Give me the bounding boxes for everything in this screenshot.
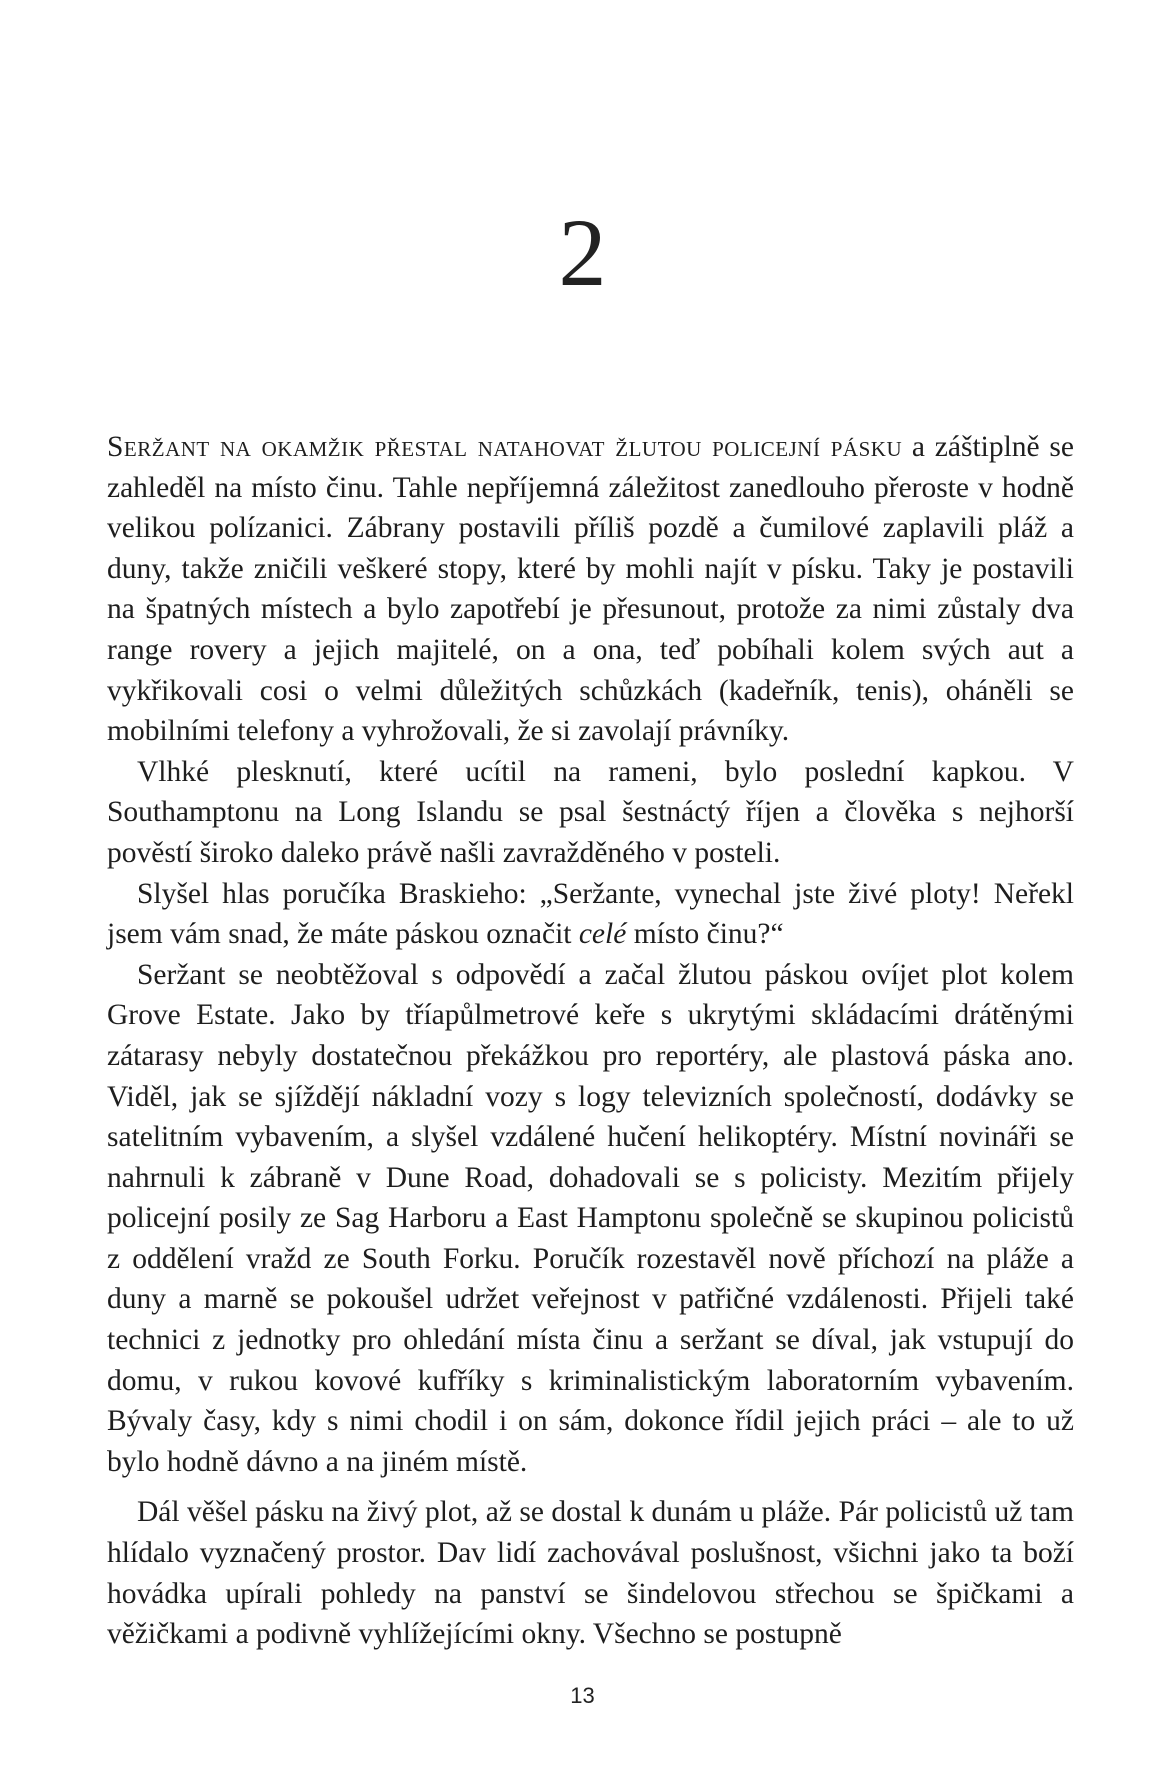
emphasis-word: celé <box>578 918 627 951</box>
paragraph-2-text: Vlhké plesknutí, které ucítil na rameni, bylo poslední kapkou. V Southamptonu na Long Islandu se psal šestnáctý říjen a člověka s nejhorší pověstí široko daleko právě našli zavražděného v posteli. <box>107 755 1074 869</box>
paragraph-3-text-after: místo činu?“ <box>626 918 784 951</box>
paragraph-1-text: a záštiplně se zahleděl na místo činu. Tahle nepříjemná záležitost zanedlouho přeroste v hodně velikou polízanici. Zábrany postavili příliš pozdě a čumilové zaplavili pláž a duny, takže zničili veškeré stopy, které by mohli najít v písku. Taky je postavili na špatných místech a bylo zapotřebí je přesunout, protože za nimi zůstaly dva range rovery a jejich majitelé, on a ona, teď pobíhali kolem svých aut a vykřikovali cosi o velmi důležitých schůzkách (kadeřník, tenis), oháněli se mobilními telefony a vyhrožovali, že si zavolají právníky. <box>107 431 1074 748</box>
paragraph-3 <box>107 874 1074 955</box>
paragraph-1 <box>107 427 1074 752</box>
opening-smallcaps: Seržant na okamžik přestal natahovat žlutou policejní pásku <box>107 431 903 463</box>
paragraph-4 <box>107 955 1074 1483</box>
paragraph-5 <box>107 1492 1074 1654</box>
body-text <box>107 427 1074 1655</box>
page-number: 13 <box>570 1683 595 1708</box>
paragraph-3-text-before: Slyšel hlas poručíka Braskieho: „Seržante, vynechal jste živé ploty! Neřekl jsem vám snad, že máte páskou označit <box>107 877 1074 951</box>
paragraph-2 <box>107 752 1074 874</box>
paragraph-5-text: Dál věšel pásku na živý plot, až se dostal k dunám u pláže. Pár policistů už tam hlídalo vyznačený prostor. Dav lidí zachovával poslušnost, všichni jako ta boží hovádka upírali pohledy na panství se šindelovou střechou se špičkami a věžičkami a podivně vyhlížejícími okny. Všechno se postupně <box>107 1496 1074 1651</box>
chapter-number: 2 <box>558 199 607 306</box>
paragraph-4-text: Seržant se neobtěžoval s odpovědí a začal žlutou páskou ovíjet plot kolem Grove Estate. Jako by tříapůlmetrové keře s ukrytými skládacími drátěnými zátarasy nebyly dostatečnou překážkou pro reportéry, ale plastová páska ano. Viděl, jak se sjíždějí nákladní vozy s logy televizních společností, dodávky se satelitním vybavením, a slyšel vzdálené hučení helikoptéry. Místní novináři se nahrnuli k zábraně v Dune Road, dohadovali se s policisty. Mezitím přijely policejní posily ze Sag Harboru a East Hamptonu společně se skupinou policistů z oddělení vražd ze South Forku. Poručík rozestavěl nově příchozí na pláže a duny a marně se pokoušel udržet veřejnost v patřičné vzdálenosti. Přijeli také technici z jednotky pro ohledání místa činu a seržant se díval, jak vstupují do domu, v rukou kovové kufříky s kriminalistickým laboratorním vybavením. Bývaly časy, kdy s nimi chodil i on sám, dokonce řídil jejich práci – ale to už bylo hodně dávno a na jiném místě. <box>107 958 1074 1478</box>
